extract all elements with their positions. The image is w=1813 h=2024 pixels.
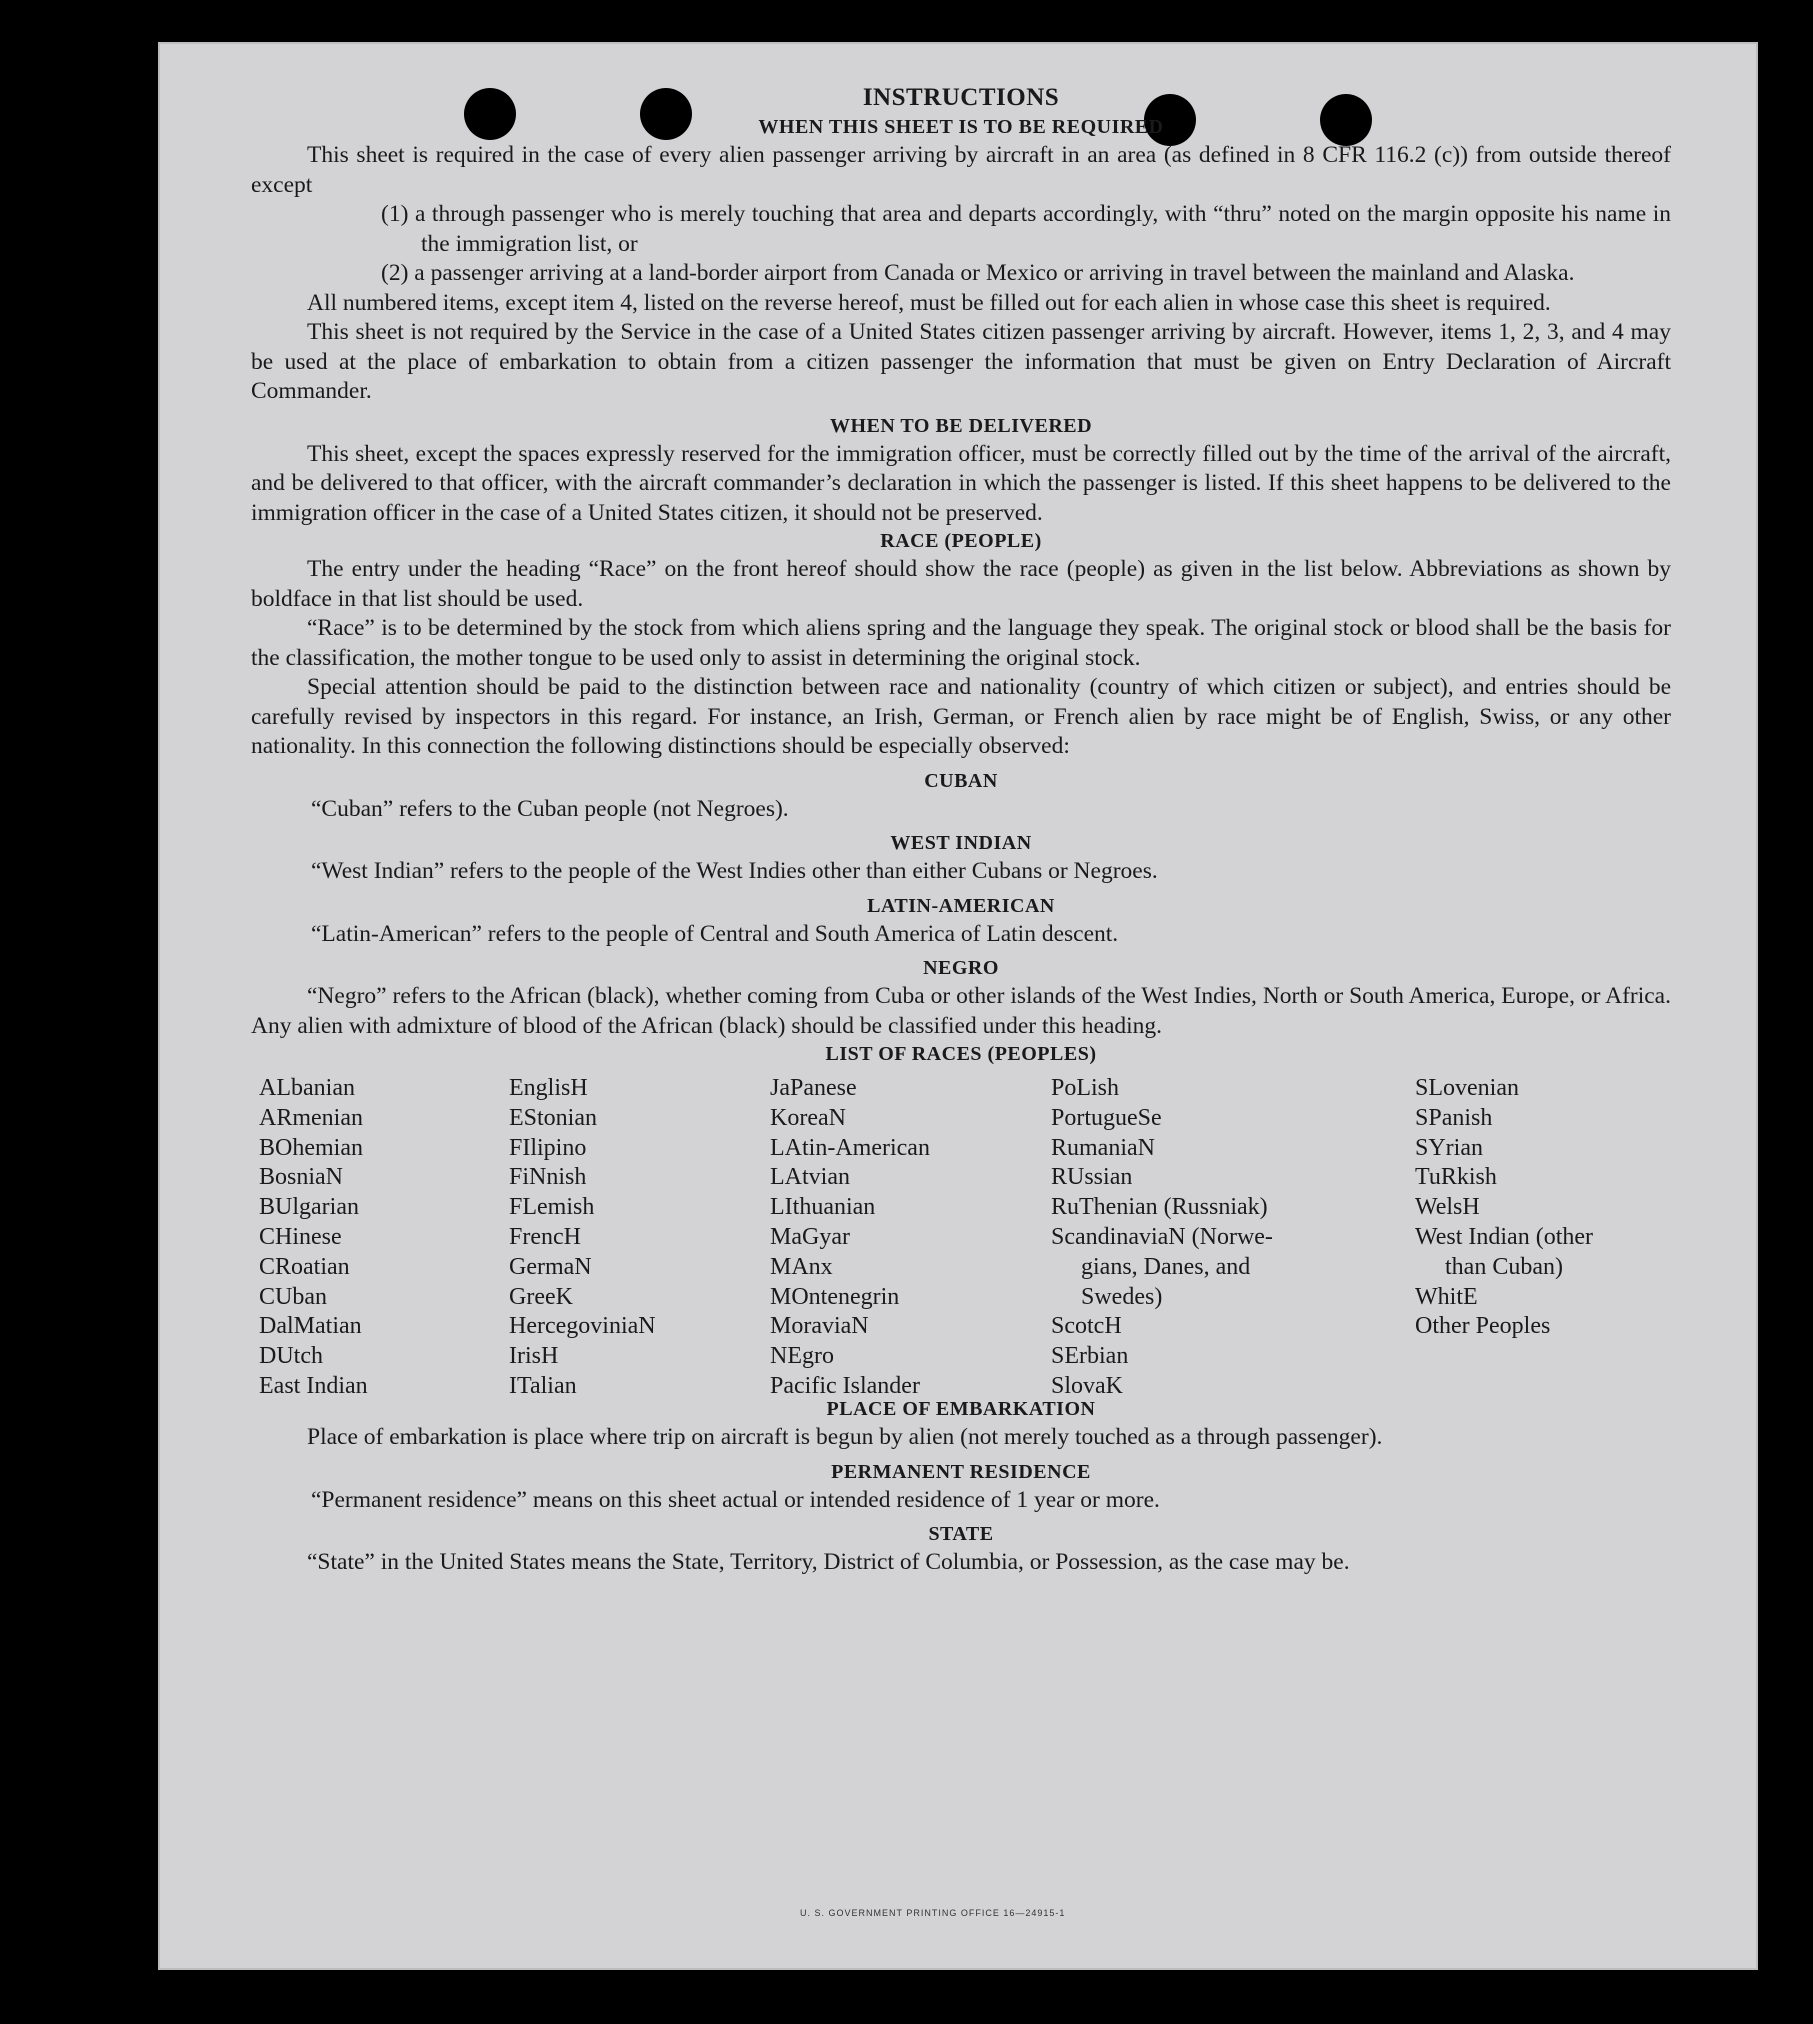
definition-latin-american: “Latin-American” refers to the people of Central and South America of Latin descent. [311,920,1119,947]
race-item: WhitE [1415,1283,1478,1310]
race-item: SYrian [1415,1134,1483,1161]
paragraph: This sheet is required in the case of every alien passenger arriving by aircraft in an area (as defined in 8 CFR 116.2 (c)) from outside thereof except [251,142,1671,198]
race-item: LIthuanian [770,1194,876,1221]
race-item: FiNnish [509,1164,587,1191]
race-column [509,1074,656,1402]
paragraph: “Race” is to be determined by the stock from which aliens spring and the language they speak. The original stock or blood shall be the basis for the classification, the mother tongue to be used only to assist in determining the original stock. [251,615,1671,671]
heading-race: RACE (PEOPLE) [880,530,1042,552]
paragraph: Special attention should be paid to the distinction between race and nationality (country of which citizen or subject), and entries should be carefully revised by inspectors in this regard. For instance, an Irish, German, or French alien by race might be of English, Swiss, or any other nationality. In this connection the following distinctions should be especially observed: [251,674,1671,759]
race-item: GermaN [509,1253,592,1280]
paragraph: All numbered items, except item 4, listed on the reverse hereof, must be filled out for each alien in whose case this sheet is required. [307,289,1551,316]
race-item: LAtin-American [770,1134,930,1161]
race-item: BosniaN [259,1164,343,1191]
heading-when-required: WHEN THIS SHEET IS TO BE REQUIRED [758,116,1164,138]
definition-west-indian: “West Indian” refers to the people of the West Indies other than either Cubans or Negroes. [311,858,1158,884]
race-item: KoreaN [770,1104,846,1131]
race-item: ScandinaviaN (Norwe- [1051,1223,1273,1250]
definition-negro: “Negro” refers to the African (black), whether coming from Cuba or other islands of the West Indies, North or South America, Europe, or Africa. Any alien with admixture of blood of the African (black) should be classified under this heading. [251,983,1671,1039]
race-item: BUlgarian [259,1194,359,1221]
paragraph: The entry under the heading “Race” on the front hereof should show the race (people) as given in the list below. Abbreviations as shown by boldface in that list should be used. [251,556,1671,612]
race-item: NEgro [770,1343,834,1370]
race-item: East Indian [259,1372,368,1399]
race-item: FIlipino [509,1134,587,1161]
race-item: SlovaK [1051,1372,1123,1399]
race-item: ITalian [509,1372,577,1399]
race-item: ALbanian [259,1075,355,1101]
race-item: FrencH [509,1223,581,1250]
race-item: ARmenian [259,1104,363,1131]
race-column [1415,1074,1593,1342]
definition-state: “State” in the United States means the State, Territory, District of Columbia, or Possession, as the case may be. [307,1549,1350,1575]
race-item: RUssian [1051,1164,1133,1191]
race-column [259,1074,368,1402]
race-item: RuThenian (Russniak) [1051,1194,1268,1221]
race-item: MoraviaN [770,1313,869,1340]
instructions-content [251,82,1671,1578]
race-item: CUban [259,1283,327,1310]
race-item: than Cuban) [1445,1253,1563,1280]
race-item: FLemish [509,1194,595,1221]
race-item: MaGyar [770,1223,850,1250]
heading-state: STATE [928,1523,994,1545]
race-item: Pacific Islander [770,1372,920,1399]
race-item: GreeK [509,1283,573,1310]
race-column [1051,1074,1273,1402]
heading-list-of-races: LIST OF RACES (PEOPLES) [825,1043,1097,1065]
race-item: Other Peoples [1415,1313,1551,1340]
list-item: (2) a passenger arriving at a land-border airport from Canada or Mexico or arriving in travel between the mainland and Alaska. [381,260,1575,286]
race-item: EStonian [509,1104,597,1131]
heading-west-indian: WEST INDIAN [890,832,1032,854]
race-item: RumaniaN [1051,1134,1155,1161]
race-item: PortugueSe [1051,1104,1162,1131]
heading-permanent-residence: PERMANENT RESIDENCE [831,1460,1091,1483]
race-item: LAtvian [770,1164,850,1191]
race-item: SLovenian [1415,1075,1519,1101]
page-title: INSTRUCTIONS [862,84,1060,111]
race-item: BOhemian [259,1134,363,1161]
printer-imprint: U. S. GOVERNMENT PRINTING OFFICE 16—24915-1 [800,1908,1066,1918]
race-item: ScotcH [1051,1313,1122,1340]
heading-negro: NEGRO [923,957,999,979]
race-item: IrisH [509,1343,559,1370]
definition-permanent-residence: “Permanent residence” means on this sheet actual or intended residence of 1 year or more. [311,1486,1160,1513]
race-item: CHinese [259,1223,342,1250]
race-item: Swedes) [1081,1283,1163,1310]
race-item: WelsH [1415,1194,1480,1221]
race-list [251,1074,1671,1399]
heading-cuban: CUBAN [924,769,998,792]
race-item: TuRkish [1415,1164,1497,1191]
race-item: MAnx [770,1253,833,1280]
heading-embarkation: PLACE OF EMBARKATION [826,1398,1096,1420]
race-item: West Indian (other [1415,1223,1594,1250]
race-item: DalMatian [259,1313,362,1340]
race-item: SErbian [1051,1343,1129,1370]
definition-embarkation: Place of embarkation is place where trip on aircraft is begun by alien (not merely touched as a through passenger). [307,1424,1383,1450]
race-item: SPanish [1415,1104,1493,1131]
paragraph: This sheet, except the spaces expressly reserved for the immigration officer, must be correctly filled out by the time of the arrival of the aircraft, and be delivered to that officer, with the aircraft commander’s declaration in which the passenger is listed. If this sheet happens to be delivered to the immigration officer in the case of a United States citizen, it should not be preserved. [251,440,1671,526]
race-item: DUtch [259,1343,323,1370]
definition-cuban: “Cuban” refers to the Cuban people (not Negroes). [311,795,789,822]
heading-when-delivered: WHEN TO BE DELIVERED [829,414,1093,437]
race-item: HercegoviniaN [509,1313,656,1340]
race-item: gians, Danes, and [1081,1253,1251,1280]
race-item: EnglisH [509,1075,588,1101]
document-sheet [158,42,1758,1970]
race-item: MOntenegrin [770,1283,900,1310]
race-item: JaPanese [770,1075,857,1101]
heading-latin-american: LATIN-AMERICAN [867,894,1055,917]
list-item: (1) a through passenger who is merely touching that area and departs accordingly, with “thru” noted on the margin opposite his name in the immigration list, or [381,201,1671,257]
paragraph: This sheet is not required by the Service in the case of a United States citizen passenger arriving by aircraft. However, items 1, 2, 3, and 4 may be used at the place of embarkation to obtain from a citizen passenger the information that must be given on Entry Declaration of Aircraft Commander. [251,319,1671,404]
race-column [770,1074,930,1402]
race-item: PoLish [1051,1075,1120,1101]
race-item: CRoatian [259,1253,350,1280]
